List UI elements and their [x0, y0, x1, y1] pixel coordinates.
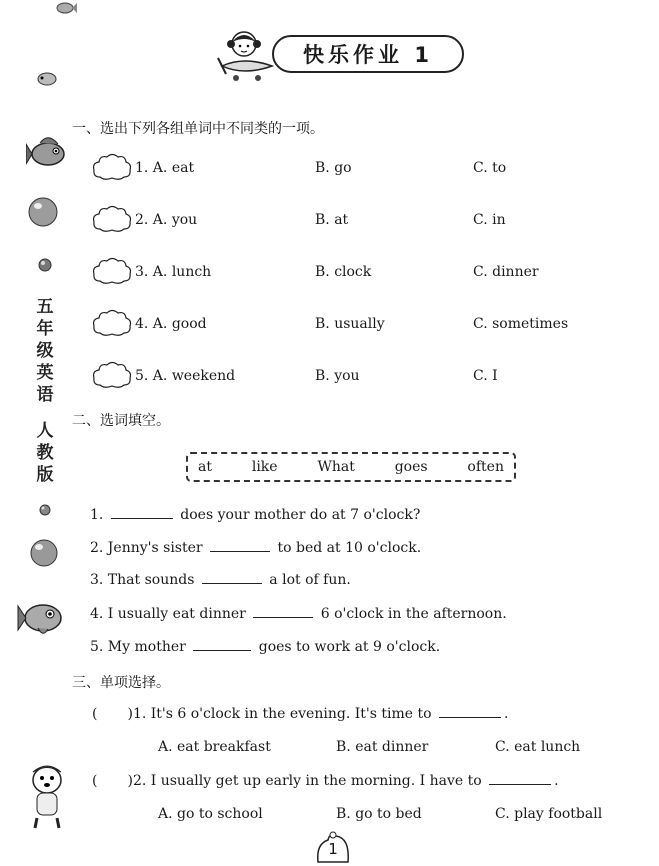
answer-paren[interactable]: ( — [92, 706, 98, 722]
girl-airplane-icon — [214, 28, 276, 84]
fish-icon — [36, 70, 58, 88]
q1-4-option-a: 4. A. good — [135, 316, 207, 332]
q1-4-option-c: C. sometimes — [473, 316, 569, 332]
bubble-icon — [28, 537, 60, 569]
q3-1-option-c: C. eat lunch — [495, 739, 581, 755]
cloud-answer-box[interactable] — [92, 152, 132, 182]
q1-3-option-c: C. dinner — [473, 264, 539, 280]
q1-5-option-b: B. you — [315, 368, 360, 384]
answer-blank[interactable] — [253, 616, 313, 618]
bubble-icon — [27, 196, 59, 228]
q3-1-option-a: A. eat breakfast — [158, 739, 271, 755]
cloud-answer-box[interactable] — [92, 256, 132, 286]
section-3-heading: 三、单项选择。 — [72, 675, 170, 691]
q1-2-option-c: C. in — [473, 212, 506, 228]
q1-4-option-b: B. usually — [315, 316, 385, 332]
q1-2-option-a: 2. A. you — [135, 212, 198, 228]
side-label: 五 年 级 英 语 人 教 版 — [36, 297, 54, 485]
word-bank — [186, 452, 516, 482]
fish-icon — [55, 0, 77, 16]
section-2-heading: 二、选词填空。 — [72, 413, 170, 429]
choice-question-2: ( )2. I usually get up early in the morning. I have to . — [92, 773, 559, 789]
q3-2-option-c: C. play football — [495, 806, 603, 822]
word-bank-item: goes — [394, 459, 428, 475]
fill-item-5: 5. My mother goes to work at 9 o'clock. — [90, 639, 441, 655]
page-number: 1 — [328, 840, 338, 858]
answer-paren[interactable]: ( — [92, 773, 98, 789]
word-bank-item: often — [467, 459, 504, 475]
cloud-answer-box[interactable] — [92, 360, 132, 390]
section-1-heading: 一、选出下列各组单词中不同类的一项。 — [72, 121, 324, 137]
word-bank-item: What — [317, 459, 355, 475]
answer-blank[interactable] — [489, 783, 551, 785]
answer-blank[interactable] — [193, 649, 251, 651]
q1-3-option-b: B. clock — [315, 264, 372, 280]
q3-1-option-b: B. eat dinner — [336, 739, 429, 755]
fish-icon — [16, 596, 66, 640]
dog-character-icon — [22, 760, 72, 830]
word-bank-item: at — [198, 459, 212, 475]
page-title: 快乐作业 1 — [272, 35, 464, 73]
answer-blank[interactable] — [202, 582, 262, 584]
q1-3-option-a: 3. A. lunch — [135, 264, 212, 280]
cloud-answer-box[interactable] — [92, 204, 132, 234]
choice-question-1: ( )1. It's 6 o'clock in the evening. It's time to . — [92, 706, 509, 722]
q1-1-option-c: C. to — [473, 160, 507, 176]
q1-5-option-c: C. I — [473, 368, 498, 384]
fill-item-1: 1. does your mother do at 7 o'clock? — [90, 507, 421, 523]
fill-item-4: 4. I usually eat dinner 6 o'clock in the afternoon. — [90, 606, 507, 622]
bubble-icon — [38, 503, 52, 517]
q1-5-option-a: 5. A. weekend — [135, 368, 236, 384]
q3-2-option-a: A. go to school — [158, 806, 263, 822]
bubble-icon — [37, 257, 53, 273]
fish-icon — [26, 132, 70, 172]
q1-1-option-b: B. go — [315, 160, 352, 176]
fill-item-3: 3. That sounds a lot of fun. — [90, 572, 351, 588]
answer-blank[interactable] — [210, 550, 270, 552]
answer-blank[interactable] — [439, 716, 501, 718]
cloud-answer-box[interactable] — [92, 308, 132, 338]
q3-2-option-b: B. go to bed — [336, 806, 422, 822]
word-bank-item: like — [251, 459, 278, 475]
fill-item-2: 2. Jenny's sister to bed at 10 o'clock. — [90, 540, 422, 556]
answer-blank[interactable] — [111, 517, 173, 519]
q1-2-option-b: B. at — [315, 212, 349, 228]
q1-1-option-a: 1. A. eat — [135, 160, 195, 176]
